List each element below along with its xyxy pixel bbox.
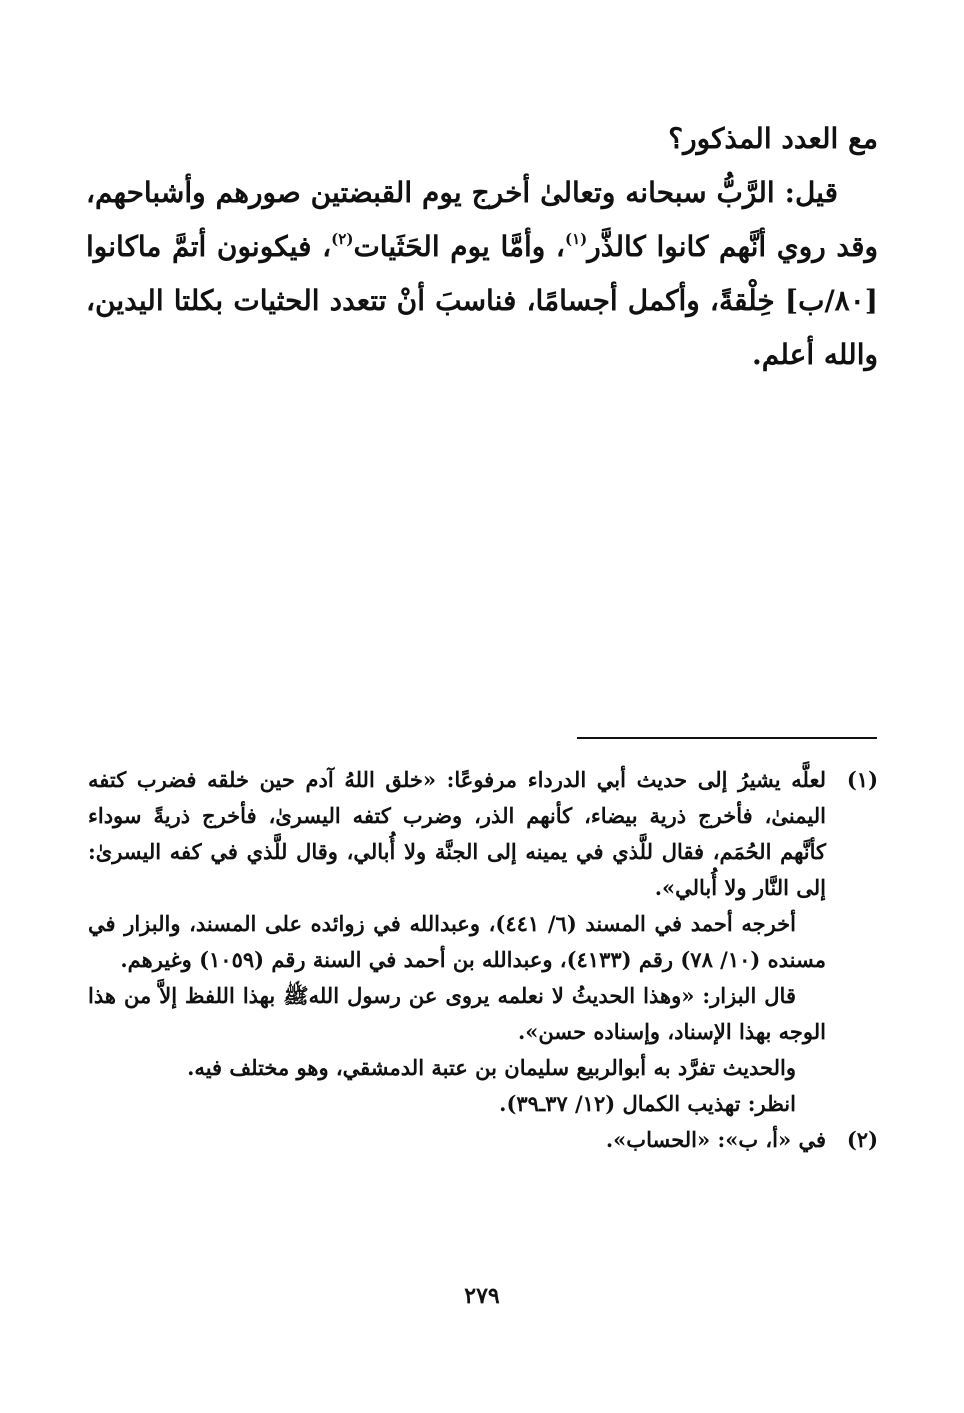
footnote-body xyxy=(88,1122,826,1158)
footnote-separator xyxy=(577,737,877,739)
section-heading: مع العدد المذكور؟ xyxy=(668,122,878,155)
footnote-paragraph: في «أ، ب»: «الحساب». xyxy=(605,1127,826,1152)
footnote-paragraph: والحديث تفرَّد به أبوالربيع سليمان بن عتبة الدمشقي، وهو مختلف فيه. xyxy=(187,1055,796,1080)
page-number: ٢٧٩ xyxy=(464,1283,500,1309)
footnote-number: (١) xyxy=(846,767,878,792)
footnote-paragraph: لعلَّه يشيرُ إلى حديث أبي الدرداء مرفوعًا: «خلق اللهُ آدم حين خلقه فضرب كتفه اليمنىٰ، فأخرج ذرية بيضاء، كأنهم الذر، وضرب كتفه اليسرىٰ، فأخرج ذريةً سوداء كأنَّهم الحُمَم، فقال للَّذي في يمينه إلى الجنَّة ولا أُبالي، وقال للَّذي في كفه اليسرىٰ: إلى النَّار ولا أُبالي». xyxy=(88,767,826,900)
answer-paragraph xyxy=(86,166,878,382)
footnote-body xyxy=(88,762,826,1122)
footnote-paragraph: قال البزار: «وهذا الحديثُ لا نعلمه يروى عن رسول اللهﷺ بهذا اللفظ إلاَّ من هذا الوجه بهذا الإسناد، وإسناده حسن». xyxy=(88,983,826,1044)
answer-text-part3: ، فيكونون أتمَّ ماكانوا [٨٠/ب] خِلْقةً، وأكمل أجسامًا، فناسبَ أنْ تتعدد الحثيات بكلتا اليدين، والله أعلم. xyxy=(86,230,878,371)
answer-text-part2: ، وأمَّا يوم الحَثَيات xyxy=(353,230,565,263)
footnote-paragraph: انظر: تهذيب الكمال (١٢/ ٣٧ـ٣٩). xyxy=(499,1091,796,1116)
footnote-1 xyxy=(88,762,878,1122)
footnote-ref-1[interactable]: (١) xyxy=(564,230,588,248)
footnote-2 xyxy=(88,1122,878,1158)
footnote-paragraph: أخرجه أحمد في المسند (٦/ ٤٤١)، وعبدالله في زوائده على المسند، والبزار في مسنده (١٠/ ٧٨) رقم (٤١٣٣)، وعبدالله بن أحمد في السنة رقم (١٠٥٩) وغيرهم. xyxy=(88,911,826,972)
footnote-number: (٢) xyxy=(846,1127,878,1152)
answer-text-part1: قيل: الرَّبُّ سبحانه وتعالىٰ أخرج يوم القبضتين صورهم وأشباحهم، وقد روي أنَّهم كانوا كالذَّر xyxy=(86,176,878,263)
footnote-ref-2[interactable]: (٢) xyxy=(331,230,354,248)
footnotes xyxy=(88,762,878,1158)
main-text xyxy=(86,112,878,382)
